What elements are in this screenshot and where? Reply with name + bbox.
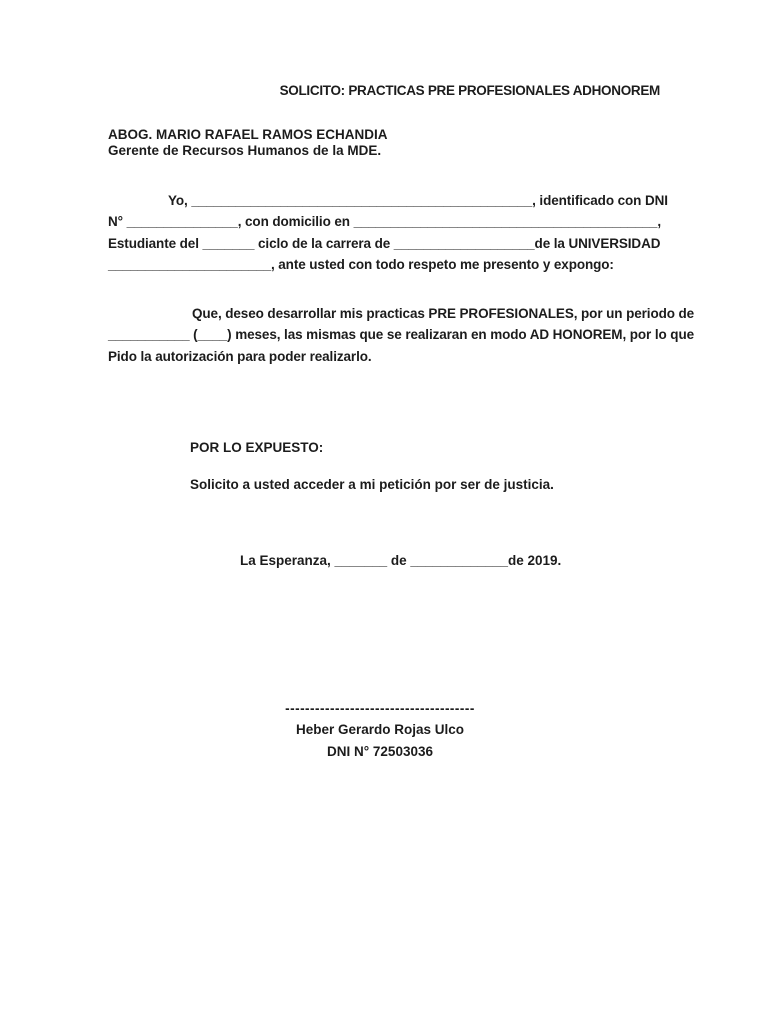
recipient-block [108,127,388,159]
closing-heading: POR LO EXPUESTO: [190,440,324,455]
intro-line-4: ______________________, ante usted con todo respeto me presento y expongo: [108,256,614,272]
intro-line-2: N° _______________, con domicilio en _________________________________________, [108,214,661,230]
signatory-dni: DNI N° 72503036 [327,743,433,759]
body-line-2: ___________ (____) meses, las mismas que se realizaran en modo AD HONOREM, por lo que [108,327,695,343]
intro-line-1: Yo, ______________________________________________, identificado con DNI [168,193,668,208]
signature-block [230,698,530,762]
subject-line: SOLICITO: PRACTICAS PRE PROFESIONALES ADHONOREM [279,83,660,98]
petition-line: Solicito a usted acceder a mi petición por ser de justicia. [190,477,554,492]
signatory-name: Heber Gerardo Rojas Ulco [295,722,465,738]
intro-paragraph [108,190,668,275]
body-line-1: Que, deseo desarrollar mis practicas PRE PROFESIONALES, por un periodo de [192,306,695,321]
recipient-name: ABOG. MARIO RAFAEL RAMOS ECHANDIA [108,127,388,142]
signature-rule: -------------------------------------- [285,701,475,716]
body-paragraph [108,303,694,367]
recipient-title: Gerente de Recursos Humanos de la MDE. [108,143,382,158]
intro-line-3: Estudiante del _______ ciclo de la carrera de ___________________de la UNIVERSIDAD [108,235,661,251]
date-line: La Esperanza, _______ de _____________de 2019. [240,553,562,568]
body-line-3: Pido la autorización para poder realizarlo. [108,348,372,364]
